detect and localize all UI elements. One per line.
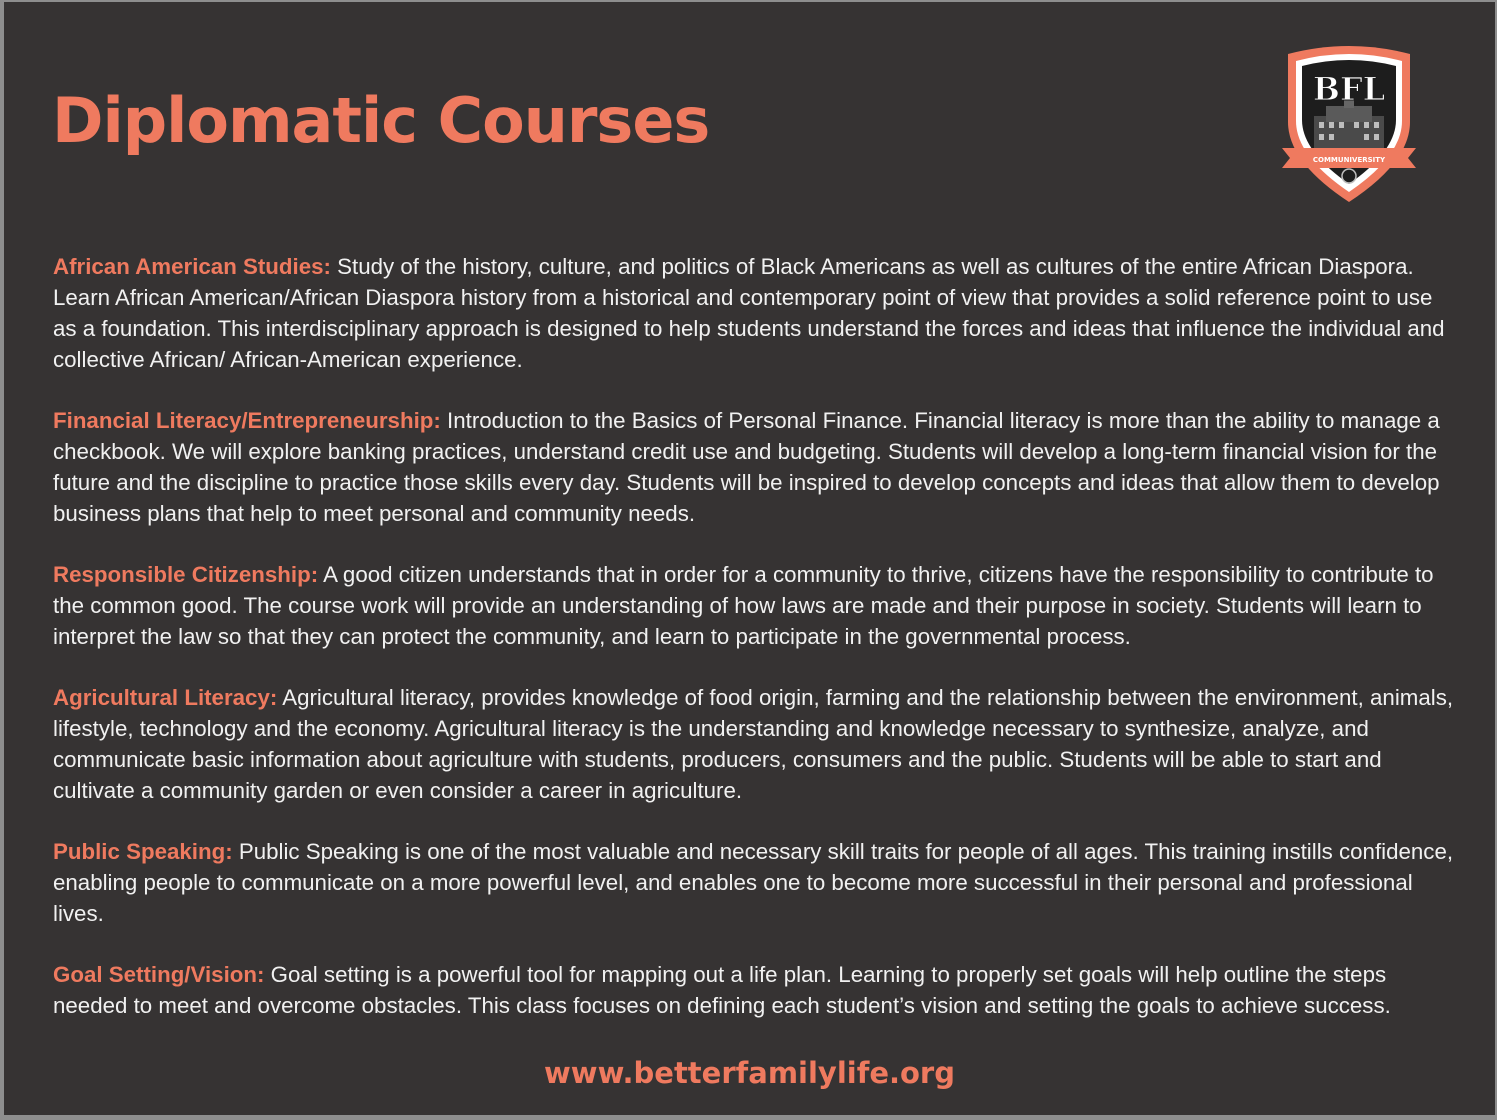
page-title: Diplomatic Courses xyxy=(52,84,710,157)
course-african-american-studies xyxy=(53,251,1458,375)
course-goal-setting xyxy=(53,959,1458,1021)
course-description: Public Speaking is one of the most valuable and necessary skill traits for people of all ages. This training instills confidence, enabling people to communicate on a more powerful level, and enables one to become more successful in their personal and professional lives. xyxy=(53,839,1454,926)
course-responsible-citizenship xyxy=(53,559,1458,652)
course-description: Study of the history, culture, and politics of Black Americans as well as cultures of the entire African Diaspora. Learn African American/African Diaspora history from a historical and contemporary point of view that provides a solid reference point to use as a foundation. This interdisciplinary approach is designed to help students understand the forces and ideas that influence the individual and collective African/ African-American experience. xyxy=(53,254,1445,372)
course-name: Public Speaking: xyxy=(53,839,233,864)
course-name: Agricultural Literacy: xyxy=(53,685,278,710)
course-name: Goal Setting/Vision: xyxy=(53,962,265,987)
course-description: Goal setting is a powerful tool for mapping out a life plan. Learning to properly set goals will help outline the steps needed to meet and overcome obstacles. This class focuses on defining each student’s vision and setting the goals to achieve success. xyxy=(53,962,1391,1018)
course-page xyxy=(4,2,1495,1115)
course-financial-literacy xyxy=(53,405,1458,529)
bfl-shield-logo-icon xyxy=(1274,44,1424,209)
course-name: African American Studies: xyxy=(53,254,331,279)
course-agricultural-literacy xyxy=(53,682,1458,806)
course-name: Financial Literacy/Entrepreneurship: xyxy=(53,408,441,433)
course-description: Agricultural literacy, provides knowledge of food origin, farming and the relationship between the environment, animals, lifestyle, technology and the economy. Agricultural literacy is the understanding and knowledge necessary to synthesize, analyze, and communicate basic information about agriculture with students, producers, consumers and the public. Students will be able to start and cultivate a community garden or even consider a career in agriculture. xyxy=(53,685,1454,803)
course-name: Responsible Citizenship: xyxy=(53,562,319,587)
course-description: A good citizen understands that in order for a community to thrive, citizens have the responsibility to contribute to the common good. The course work will provide an understanding of how laws are made and their purpose in society. Students will learn to interpret the law so that they can protect the community, and learn to participate in the governmental process. xyxy=(53,562,1434,649)
course-description: Introduction to the Basics of Personal Finance. Financial literacy is more than the ability to manage a checkbook. We will explore banking practices, understand credit use and budgeting. Students will develop a long-term financial vision for the future and the discipline to practice those skills every day. Students will be inspired to develop concepts and ideas that allow them to develop business plans that help to meet personal and community needs. xyxy=(53,408,1440,526)
logo-text: BFL xyxy=(1312,70,1386,108)
course-list xyxy=(53,251,1458,1051)
website-url[interactable]: www.betterfamilylife.org xyxy=(543,1056,955,1090)
logo-banner-text: COMMUNIVERSITY xyxy=(1312,156,1386,164)
course-public-speaking xyxy=(53,836,1458,929)
